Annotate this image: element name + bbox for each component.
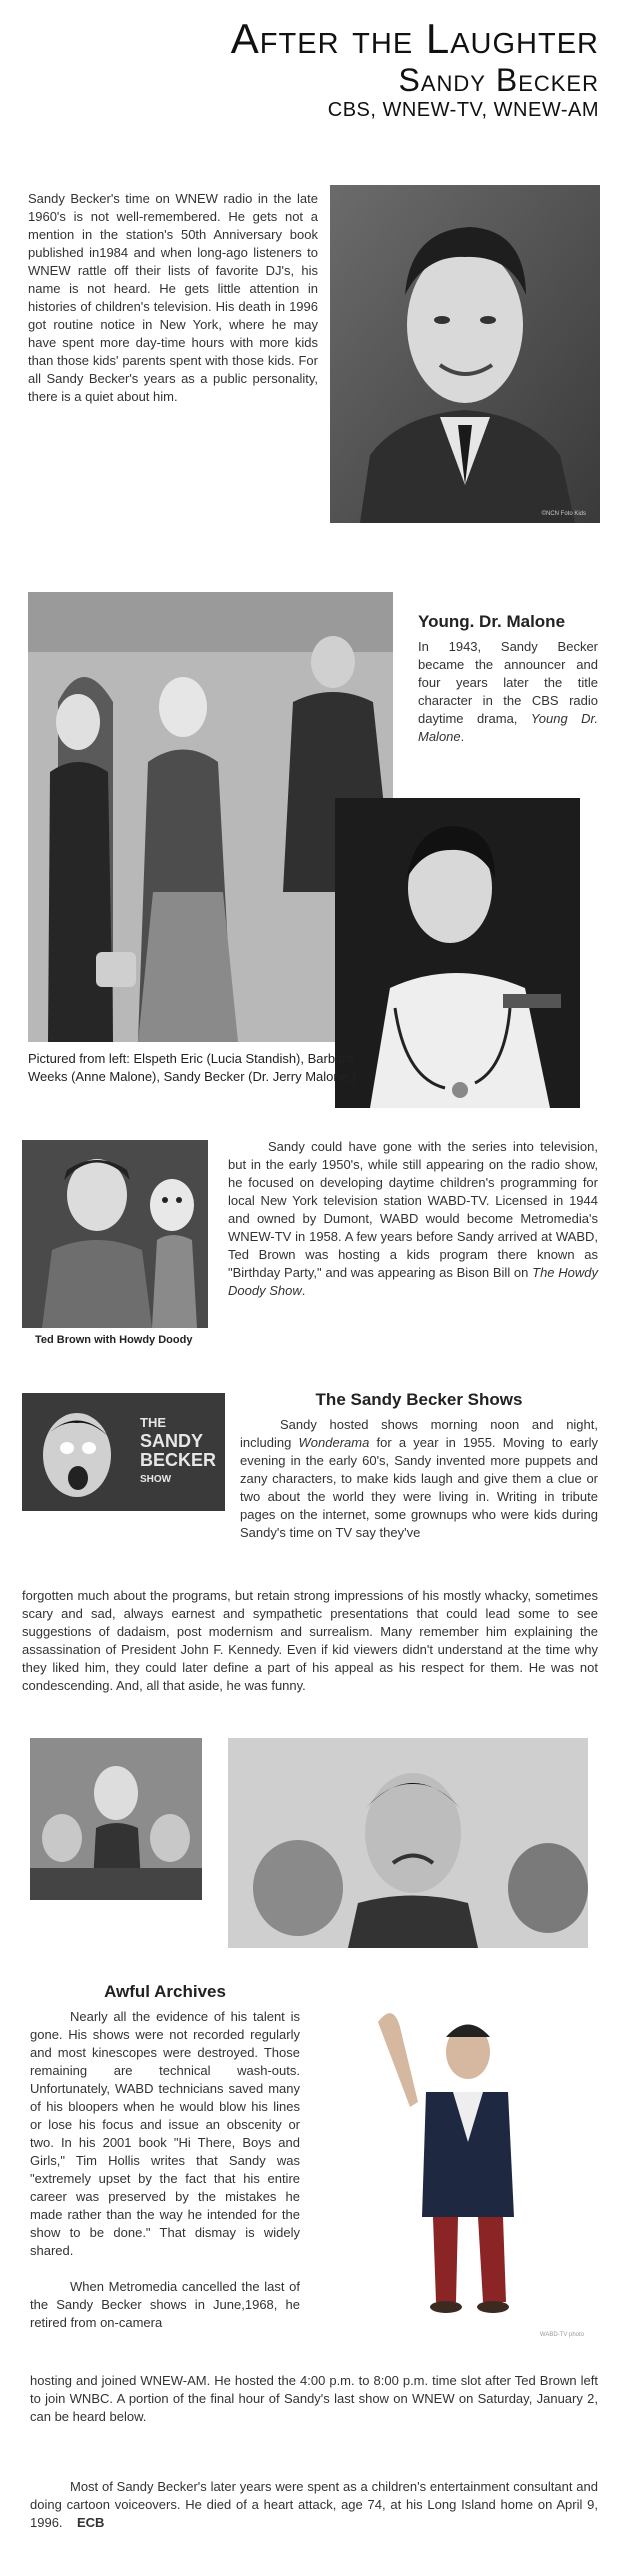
sad-face-photo <box>228 1738 588 1948</box>
archives-text-d-body: Most of Sandy Becker's later years were spent as a children's entertainment consultant and doing cartoon voiceovers. He died of a heart attack, age 74, at his Long Island home on April 9, 1996. <box>30 2479 598 2530</box>
howdy-show-title: The Howdy Doody Show <box>228 1265 598 1298</box>
intro-text: Sandy Becker's time on WNEW radio in the late 1960's is not well-remembered. He gets not a mention in the station's 50th Anniversary book published in1984 and when long-ago listeners to WNEW rattle off their lists of favorite DJ's, his name is not heard. He gets little attention in histories of children's television. His death in 1996 got routine notice in New York, where he may have spent more day-time hours with more kids than those kids' parents spent with those kids. For all Sandy Becker's years as a public personality, there is a quiet about him. <box>28 191 318 404</box>
howdy-illustration <box>22 1140 208 1328</box>
malone-text-body: In 1943, Sandy Becker became the announcer and four years later the title character in the CBS radio daytime drama, <box>418 639 598 726</box>
archives-section <box>30 1982 300 2332</box>
shows-text-a: Sandy hosted shows morning noon and night, including <box>240 1417 598 1450</box>
show-title-card <box>22 1393 225 1511</box>
puppets-photo <box>30 1738 202 1900</box>
archives-text-b: When Metromedia cancelled the last of the Sandy Becker shows in June,1968, he retired from on-camera <box>30 2279 300 2330</box>
author-signature: ECB <box>77 2515 105 2530</box>
malone-show-title: Young Dr. Malone <box>418 711 598 744</box>
portrait-photo <box>330 185 600 523</box>
malone-heading: Young. Dr. Malone <box>418 612 566 631</box>
station-list: CBS, WNEW-TV, WNEW-AM <box>327 99 599 121</box>
howdy-text-end: . <box>301 1283 306 1298</box>
subject-name: Sandy Becker <box>398 62 599 98</box>
malone-section <box>418 612 598 746</box>
full-figure-photo <box>318 1992 598 2344</box>
show-logo <box>140 1413 216 1489</box>
shows-text <box>240 1416 598 1542</box>
show-logo-line-3: BECKER <box>140 1450 217 1470</box>
show-logo-line-2: SANDY <box>140 1431 204 1451</box>
shows-section <box>240 1390 598 1542</box>
page-title: After the Laughter <box>230 15 599 62</box>
show-logo-line-4: SHOW <box>140 1474 172 1485</box>
malone-text-end: . <box>460 729 465 744</box>
show-logo-line-1: THE <box>140 1415 166 1430</box>
shows-text-b: for a year in 1955. Moving to early evening in the early 60's, Sandy invented more puppets and zany characters, to make kids laugh and give them a clue or two about the world they were living in. Writing in tribute pages on the internet, some grownups who were kids during Sandy's time on TV say they've <box>240 1435 598 1540</box>
archives-text-c: hosting and joined WNEW-AM. He hosted the 4:00 p.m. to 8:00 p.m. time slot after Ted Brown left to join WNBC. A portion of the final hour of Sandy's last show on WNEW on Saturday, January 2, can be heard below. <box>30 2373 598 2424</box>
portrait-illustration <box>330 185 600 523</box>
howdy-photo <box>22 1140 208 1328</box>
sad-face-illustration <box>228 1738 588 1948</box>
archives-text-a: Nearly all the evidence of his talent is gone. His shows were not recorded regularly and most kinescopes were destroyed. Those remaining are technical wash-outs. Unfortunately, WABD technicians saved many of his bloopers when he would blow his lines or lose his focus and issue an obscenity or two. In his 2001 book "Hi There, Boys and Girls," Tim Hollis writes that Sandy was "extremely upset by the fact that his entire career was preserved by the mistakes he made rather than the way he intended for the show to be done." That dismay is widely shared. <box>30 2009 300 2258</box>
archives-text-d <box>30 2478 598 2532</box>
photo-credit: ©NCN Foto Kids <box>541 511 586 517</box>
full-figure-illustration <box>318 1992 598 2344</box>
archives-heading: Awful Archives <box>104 1982 226 2001</box>
howdy-caption: Ted Brown with Howdy Doody <box>35 1334 193 1346</box>
cast-caption: Pictured from left: Elspeth Eric (Lucia Standish), Barbara Weeks (Anne Malone), Sandy Becker (Dr. Jerry Malone.) <box>28 1051 356 1084</box>
archives-photo-credit: WABD-TV photo <box>539 2332 584 2338</box>
shows-text-full: forgotten much about the programs, but retain strong impressions of his mostly whacky, sometimes scary and sad, always earnest and sympathetic presentations that could lead some to see suggestions of dadaism, post modernism and surrealism. Many remember him explaining the assassination of President John F. Kennedy. Even if kid viewers didn't understand at the time why they liked him, they could later define a part of his appeal as his respect for them. He was not condescending. And, all that aside, he was funny. <box>22 1588 598 1693</box>
page-header <box>231 16 599 122</box>
howdy-text <box>228 1138 598 1300</box>
shows-heading: The Sandy Becker Shows <box>315 1390 523 1409</box>
puppets-illustration <box>30 1738 202 1900</box>
howdy-text-body: Sandy could have gone with the series into television, but in the early 1950's, while still appearing on the radio show, he focused on developing daytime children's programming for local New York television station WABD-TV. Licensed in 1944 and owned by Dumont, WABD would become Metromedia's WNEW-TV in 1958. A few years before Sandy arrived at WABD, Ted Brown was hosting a kids program there known as "Birthday Party," and was appearing as Bison Bill on <box>228 1139 598 1280</box>
shows-show-title: Wonderama <box>298 1435 370 1450</box>
malone-text <box>418 638 598 746</box>
